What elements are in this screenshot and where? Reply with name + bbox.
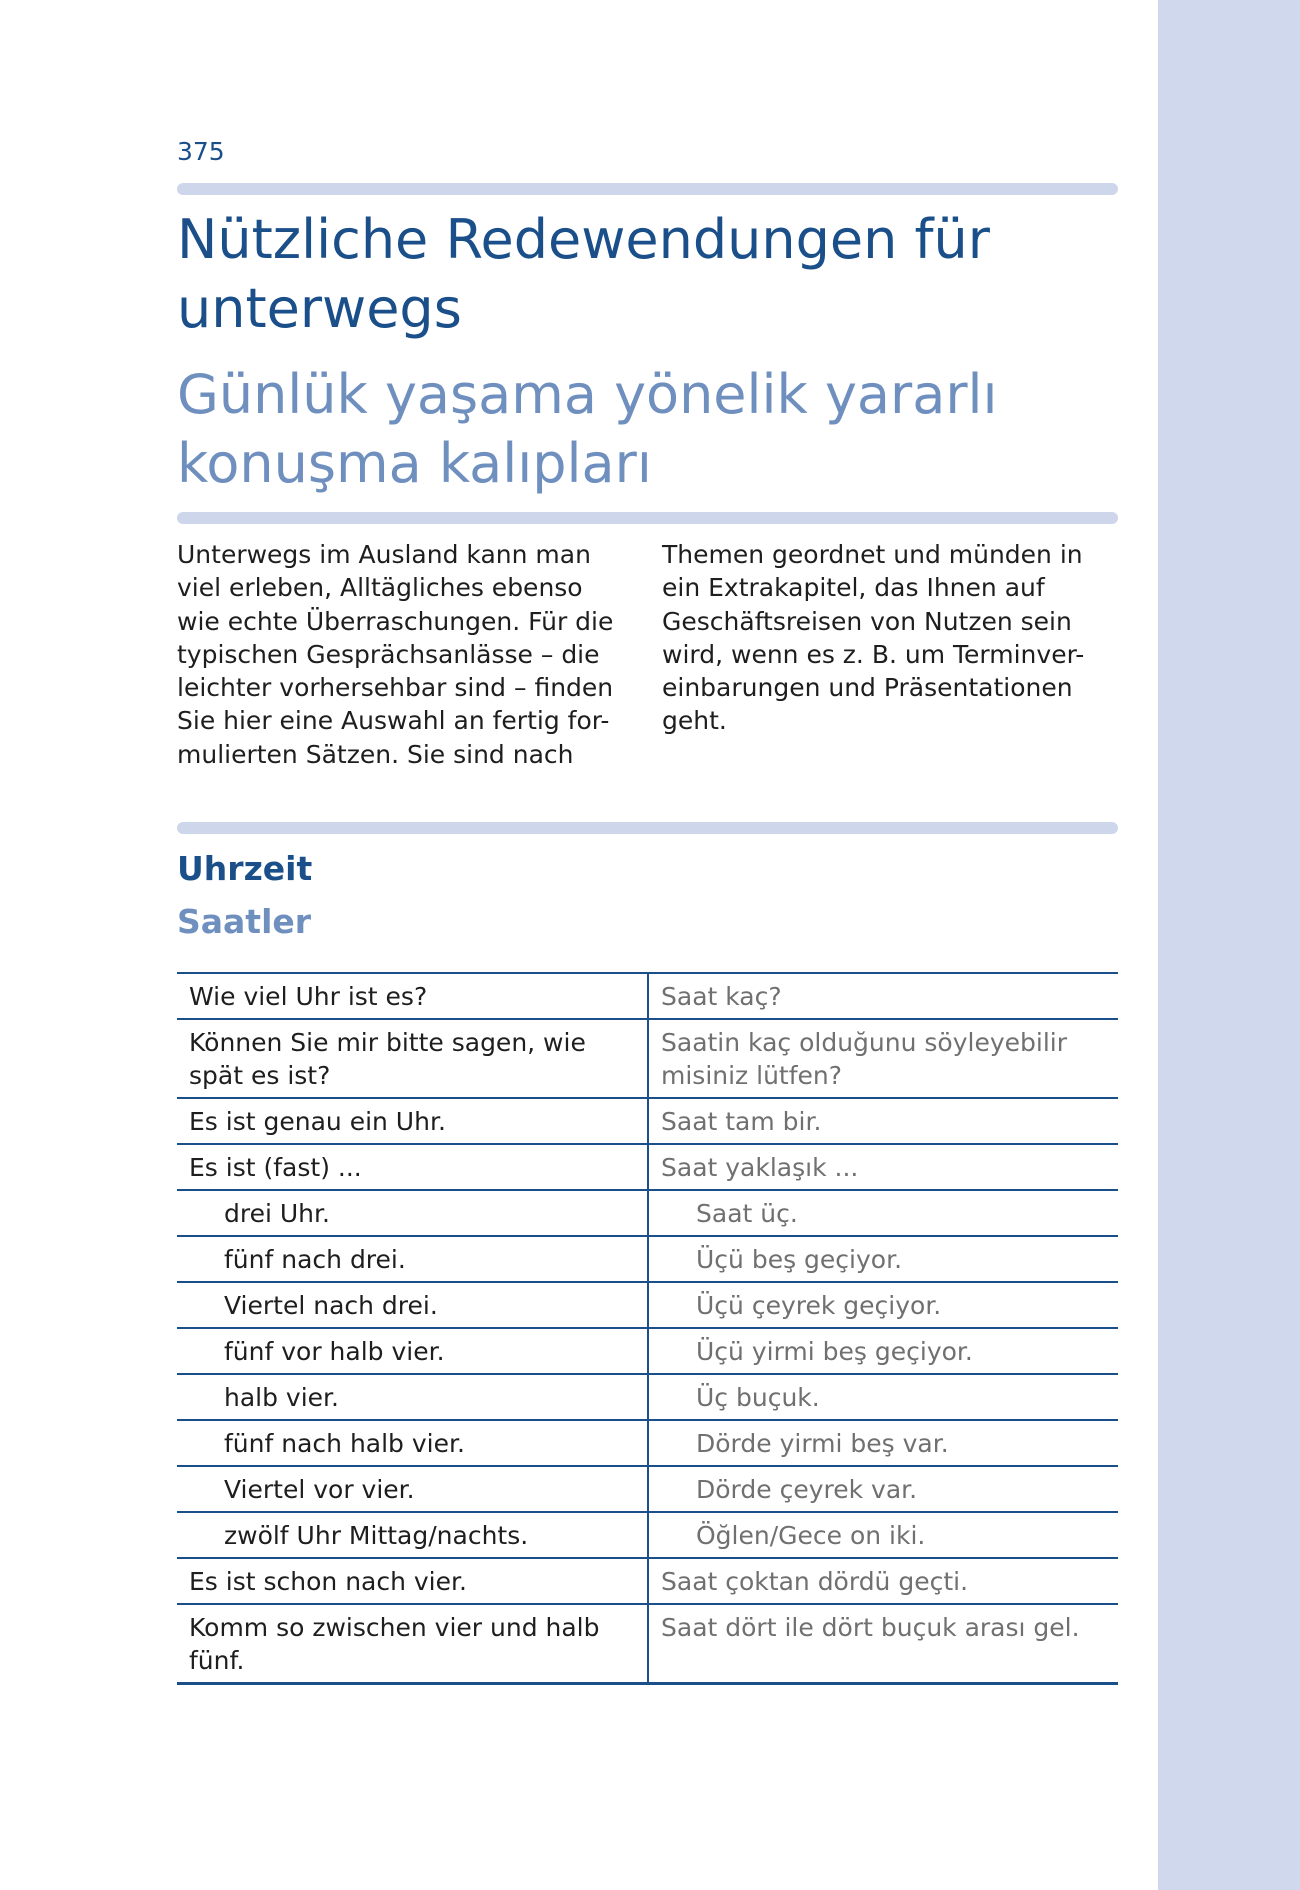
title-german-line-2: unterwegs (177, 277, 462, 340)
page-title-turkish (177, 360, 1137, 498)
table-row (177, 1374, 1118, 1420)
intro-line: mulierten Sätzen. Sie sind nach (177, 739, 574, 769)
german-phrase-cell: Komm so zwischen vier und halb fünf. (177, 1604, 648, 1684)
german-phrase-cell: Es ist (fast) ... (177, 1144, 648, 1190)
german-phrase-cell: halb vier. (177, 1374, 648, 1420)
german-phrase-cell: Wie viel Uhr ist es? (177, 973, 648, 1019)
table-row (177, 1019, 1118, 1098)
title-german-line-1: Nützliche Redewendungen für (177, 208, 990, 271)
turkish-phrase-cell: Saat dört ile dört buçuk arası gel. (648, 1604, 1118, 1684)
turkish-phrase-cell: Saat kaç? (648, 973, 1118, 1019)
title-turkish-line-2: konuşma kalıpları (177, 432, 652, 495)
turkish-phrase-cell: Üç buçuk. (648, 1374, 1118, 1420)
table-row (177, 1282, 1118, 1328)
intro-line: wie echte Überraschungen. Für die (177, 606, 614, 636)
table-row (177, 1420, 1118, 1466)
intro-line: leichter vorhersehbar sind – finden (177, 673, 614, 703)
turkish-phrase-cell: Öğlen/Gece on iki. (648, 1512, 1118, 1558)
turkish-phrase-cell: Üçü beş geçiyor. (648, 1236, 1118, 1282)
intro-column-left (177, 538, 632, 771)
german-phrase-cell: Können Sie mir bitte sagen, wie spät es ist? (177, 1019, 648, 1098)
intro-line: typischen Gesprächsanlässe – die (177, 639, 600, 669)
turkish-phrase-cell: Saatin kaç olduğunu söyleyebilir misiniz lütfen? (648, 1019, 1118, 1098)
intro-line: Geschäftsreisen von Nutzen sein (662, 606, 1072, 636)
turkish-phrase-cell: Üçü yirmi beş geçiyor. (648, 1328, 1118, 1374)
page-title-german (177, 205, 1137, 343)
intro-column-right (662, 538, 1117, 738)
intro-line: geht. (662, 706, 727, 736)
table-row (177, 1466, 1118, 1512)
table-row (177, 973, 1118, 1019)
table-row (177, 1512, 1118, 1558)
german-phrase-cell: Viertel vor vier. (177, 1466, 648, 1512)
turkish-phrase-cell: Üçü çeyrek geçiyor. (648, 1282, 1118, 1328)
german-phrase-cell: Es ist schon nach vier. (177, 1558, 648, 1604)
turkish-phrase-cell: Saat çoktan dördü geçti. (648, 1558, 1118, 1604)
intro-line: viel erleben, Alltägliches ebenso (177, 573, 583, 603)
section-heading-turkish: Saatler (177, 902, 312, 941)
phrase-table (177, 972, 1118, 1685)
german-phrase-cell: Es ist genau ein Uhr. (177, 1098, 648, 1144)
table-row (177, 1098, 1118, 1144)
side-band (1158, 0, 1300, 1890)
german-phrase-cell: fünf nach drei. (177, 1236, 648, 1282)
table-row (177, 1190, 1118, 1236)
title-turkish-line-1: Günlük yaşama yönelik yararlı (177, 363, 998, 426)
turkish-phrase-cell: Saat üç. (648, 1190, 1118, 1236)
top-rule (177, 183, 1118, 195)
table-row (177, 1328, 1118, 1374)
intro-line: Sie hier eine Auswahl an fertig for- (177, 706, 610, 736)
title-rule (177, 512, 1118, 524)
turkish-phrase-cell: Saat tam bir. (648, 1098, 1118, 1144)
section-rule (177, 822, 1118, 834)
turkish-phrase-cell: Dörde çeyrek var. (648, 1466, 1118, 1512)
intro-line: Unterwegs im Ausland kann man (177, 540, 591, 569)
intro-line: wird, wenn es z. B. um Terminver- (662, 639, 1085, 669)
page-number: 375 (177, 137, 225, 166)
german-phrase-cell: fünf nach halb vier. (177, 1420, 648, 1466)
intro-line: einbarungen und Präsentationen (662, 673, 1073, 703)
intro-line: Themen geordnet und münden in (662, 540, 1083, 569)
table-row (177, 1236, 1118, 1282)
table-row (177, 1558, 1118, 1604)
table-row (177, 1144, 1118, 1190)
german-phrase-cell: drei Uhr. (177, 1190, 648, 1236)
german-phrase-cell: zwölf Uhr Mittag/nachts. (177, 1512, 648, 1558)
intro-line: ein Extrakapitel, das Ihnen auf (662, 573, 1045, 603)
turkish-phrase-cell: Dörde yirmi beş var. (648, 1420, 1118, 1466)
german-phrase-cell: Viertel nach drei. (177, 1282, 648, 1328)
german-phrase-cell: fünf vor halb vier. (177, 1328, 648, 1374)
table-row (177, 1604, 1118, 1684)
turkish-phrase-cell: Saat yaklaşık ... (648, 1144, 1118, 1190)
section-heading-german: Uhrzeit (177, 849, 313, 888)
